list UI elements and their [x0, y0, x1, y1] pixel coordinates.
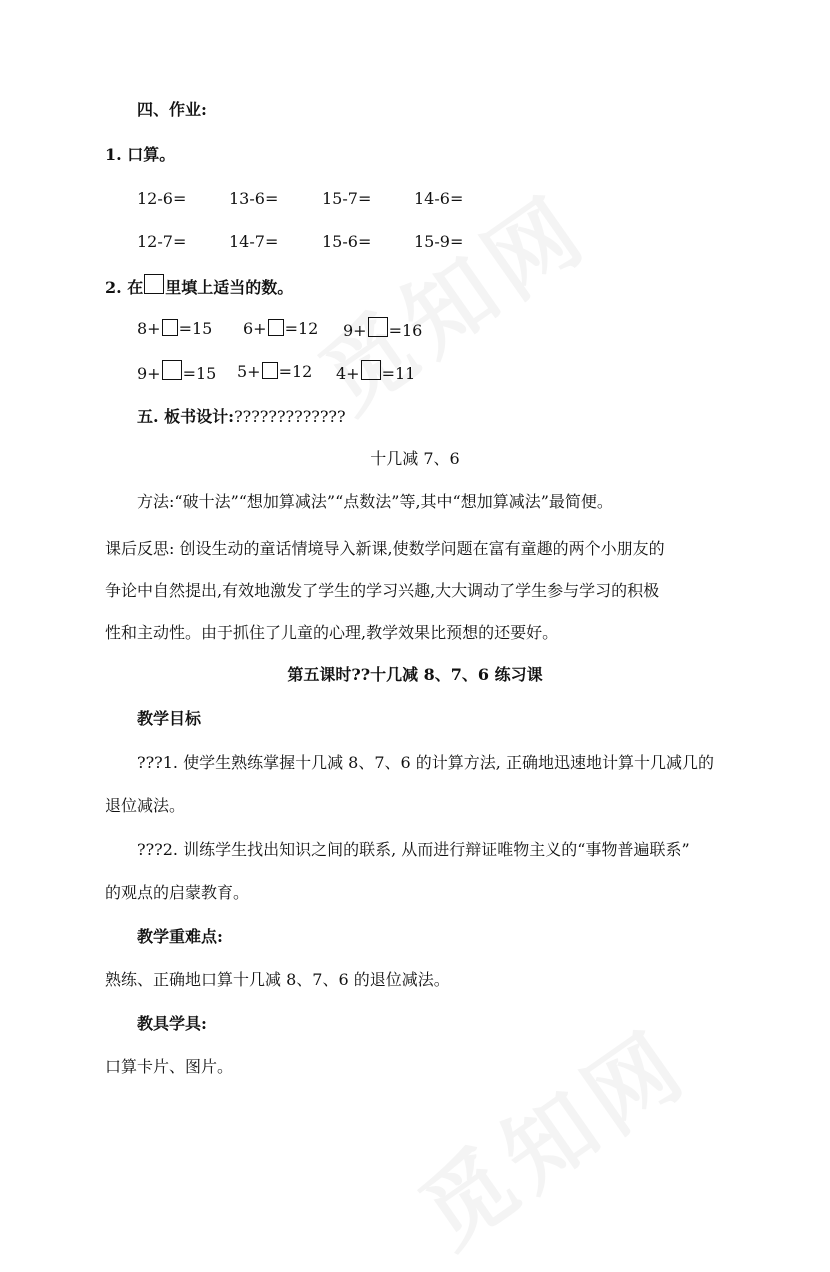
- board-design-suffix: ?????????????: [234, 407, 346, 426]
- homework-heading: 四、作业:: [137, 100, 207, 119]
- board-design-label: 五. 板书设计:: [137, 407, 235, 426]
- answer-box[interactable]: [268, 319, 284, 336]
- fill-item: 6+ =12: [243, 319, 319, 338]
- answer-box-icon: [144, 274, 164, 294]
- reflection-line: 课后反思: 创设生动的童话情境导入新课,使数学问题在富有童趣的两个小朋友的: [105, 539, 665, 558]
- question-2-prefix: 2. 在: [105, 278, 144, 297]
- tools-text: 口算卡片、图片。: [105, 1057, 234, 1076]
- oral-item: 15-7=: [322, 189, 372, 208]
- question-2-title: [105, 274, 293, 300]
- fill-item: 9+ =16: [343, 317, 422, 343]
- fill-item: 5+ =12: [237, 362, 313, 381]
- answer-box[interactable]: [162, 319, 178, 336]
- goal-1-line-2: 退位减法。: [105, 796, 186, 815]
- fill-item: 8+ =15: [137, 319, 213, 338]
- goal-2-line-2: 的观点的启蒙教育。: [105, 883, 250, 902]
- oral-item: 15-6=: [322, 232, 372, 251]
- question-1-title: 1. 口算。: [105, 145, 176, 164]
- oral-item: 13-6=: [229, 189, 279, 208]
- oral-item: 14-7=: [229, 232, 279, 251]
- reflection-line: 争论中自然提出,有效地激发了学生的学习兴趣,大大调动了学生参与学习的积极: [105, 581, 660, 600]
- answer-box[interactable]: [262, 362, 278, 379]
- watermark-bottom: [390, 993, 710, 1272]
- oral-item: 12-6=: [137, 189, 187, 208]
- goal-1-line-1: ???1. 使学生熟练掌握十几减 8、7、6 的计算方法, 正确地迅速地计算十几减几的: [137, 753, 714, 772]
- key-points-text: 熟练、正确地口算十几减 8、7、6 的退位减法。: [105, 970, 450, 989]
- board-title: 十几减 7、6: [370, 449, 460, 468]
- reflection-line: 性和主动性。由于抓住了儿童的心理,教学效果比预想的还要好。: [105, 623, 559, 642]
- fill-item: 4+ =11: [336, 360, 415, 386]
- key-points-heading: 教学重难点:: [137, 927, 223, 946]
- oral-item: 15-9=: [414, 232, 464, 251]
- answer-box[interactable]: [368, 317, 388, 337]
- fill-item: 9+ =15: [137, 360, 216, 386]
- lesson-title: 第五课时??十几减 8、7、6 练习课: [287, 665, 543, 684]
- goals-heading: 教学目标: [137, 709, 202, 728]
- answer-box[interactable]: [361, 360, 381, 380]
- question-2-suffix: 里填上适当的数。: [165, 278, 294, 297]
- board-design-heading: [137, 405, 346, 429]
- board-method: 方法:“破十法”“想加算减法”“点数法”等,其中“想加算减法”最简便。: [137, 492, 613, 511]
- goal-2-line-1: ???2. 训练学生找出知识之间的联系, 从而进行辩证唯物主义的“事物普遍联系”: [137, 840, 690, 859]
- tools-heading: 教具学具:: [137, 1014, 207, 1033]
- oral-item: 12-7=: [137, 232, 187, 251]
- oral-item: 14-6=: [414, 189, 464, 208]
- answer-box[interactable]: [162, 360, 182, 380]
